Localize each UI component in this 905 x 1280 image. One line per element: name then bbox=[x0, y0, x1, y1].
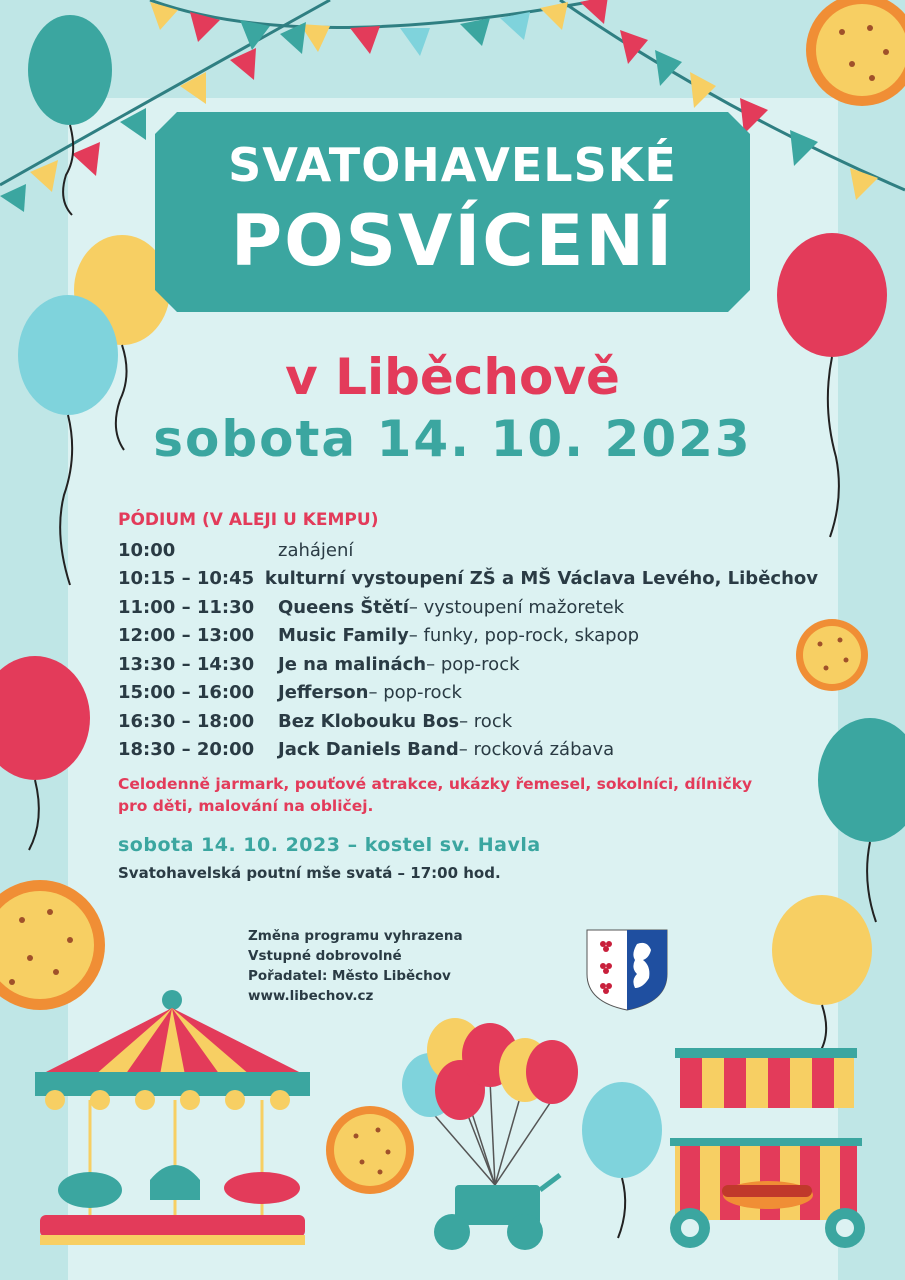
balloon-lightblue-bottom bbox=[582, 1082, 662, 1238]
program-time: 10:00 bbox=[118, 539, 176, 561]
program-section bbox=[118, 510, 818, 764]
program-name: kulturní vystoupení ZŠ a MŠ Václava Levého, Liběchov bbox=[264, 568, 818, 590]
program-desc: – rock bbox=[459, 710, 513, 732]
carousel-illustration bbox=[35, 990, 310, 1245]
program-desc: – funky, pop-rock, skapop bbox=[408, 625, 640, 647]
program-desc: – pop-rock bbox=[426, 653, 520, 675]
attractions-note bbox=[118, 773, 798, 817]
attractions-note-line-1: Celodenně jarmark, pouťové atrakce, ukázky řemesel, sokolníci, dílničky bbox=[118, 775, 753, 793]
program-heading: PÓDIUM (V ALEJI U KEMPU) bbox=[118, 510, 379, 530]
event-place: v Liběchově bbox=[285, 348, 620, 406]
program-desc: – rocková zábava bbox=[458, 739, 615, 761]
program-desc: – vystoupení mažoretek bbox=[408, 596, 625, 618]
program-row bbox=[118, 565, 818, 594]
program-desc: zahájení bbox=[278, 539, 354, 561]
town-coat-of-arms bbox=[585, 928, 669, 1012]
mass-text: Svatohavelská poutní mše svatá – 17:00 hod. bbox=[118, 864, 501, 882]
program-time: 18:30 – 20:00 bbox=[118, 739, 255, 761]
program-name: Jefferson bbox=[278, 682, 369, 704]
title-line-2: POSVÍCENÍ bbox=[230, 200, 675, 282]
program-time: 13:30 – 14:30 bbox=[118, 653, 255, 675]
program-row bbox=[118, 650, 818, 679]
balloon-teal-top-left bbox=[28, 15, 112, 215]
website-link[interactable]: www.libechov.cz bbox=[248, 988, 374, 1004]
program-desc: – pop-rock bbox=[368, 682, 462, 704]
info-line-1: Změna programu vyhrazena bbox=[248, 928, 463, 944]
title-line-1: SVATOHAVELSKÉ bbox=[228, 138, 677, 192]
balloon-teal-right bbox=[818, 718, 905, 922]
program-name: Jack Daniels Band bbox=[278, 739, 459, 761]
balloon-cart-illustration bbox=[402, 1018, 578, 1250]
balloon-yellow-right bbox=[772, 895, 872, 1055]
program-row bbox=[118, 593, 818, 622]
mass-heading: sobota 14. 10. 2023 – kostel sv. Havla bbox=[118, 834, 541, 856]
program-name: Je na malinách bbox=[278, 653, 427, 675]
program-time: 15:00 – 16:00 bbox=[118, 682, 255, 704]
balloon-red-left bbox=[0, 656, 90, 850]
title-banner bbox=[155, 112, 750, 312]
program-time: 11:00 – 11:30 bbox=[118, 596, 255, 618]
program-name: Bez Klobouku Bos bbox=[278, 710, 460, 732]
program-row bbox=[118, 622, 818, 651]
program-time: 12:00 – 13:00 bbox=[118, 625, 255, 647]
program-row bbox=[118, 707, 818, 736]
program-row bbox=[118, 679, 818, 708]
program-row bbox=[118, 736, 818, 765]
attractions-note-line-2: pro děti, malování na obličej. bbox=[118, 797, 374, 815]
cookie-bottom-center bbox=[326, 1106, 414, 1194]
event-date: sobota 14. 10. 2023 bbox=[153, 410, 752, 468]
organizer-info bbox=[248, 926, 463, 1006]
program-name: Music Family bbox=[278, 625, 409, 647]
program-row bbox=[118, 536, 818, 565]
info-line-2: Vstupné dobrovolné bbox=[248, 948, 402, 964]
program-name: Queens Štětí bbox=[278, 596, 409, 618]
program-time: 10:15 – 10:45 bbox=[118, 568, 255, 590]
info-line-3: Pořadatel: Město Liběchov bbox=[248, 968, 451, 984]
program-time: 16:30 – 18:00 bbox=[118, 710, 255, 732]
cookie-left bbox=[0, 880, 105, 1010]
cookie-top-right bbox=[806, 0, 905, 106]
hotdog-stand-illustration bbox=[670, 1048, 865, 1248]
